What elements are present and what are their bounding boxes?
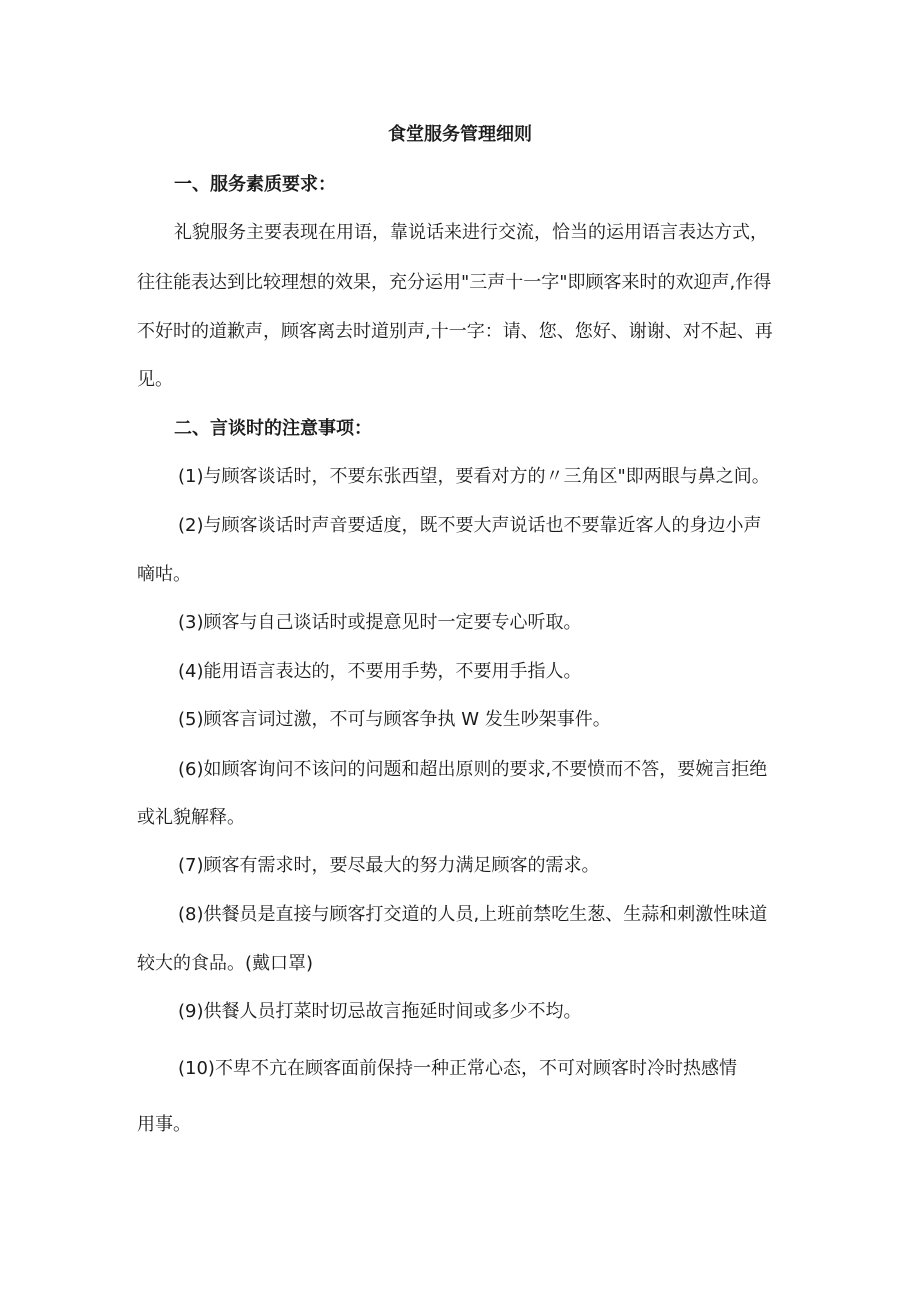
paragraph-line: 往往能表达到比较理想的效果，充分运用"三声十一字"即顾客来时的欢迎声,作得 xyxy=(137,272,772,293)
paragraph-line: 不好时的道歉声，顾客离去时道别声,十一字：请、您、您好、谢谢、对不起、再 xyxy=(137,321,773,342)
list-item: (2)与顾客谈话时声音要适度，既不要大声说话也不要靠近客人的身边小声 xyxy=(178,515,762,536)
document-title: 食堂服务管理细则 xyxy=(388,124,532,145)
list-item: (4)能用语言表达的，不要用手势，不要用手指人。 xyxy=(178,661,582,682)
list-item-continuation: 较大的食品。(戴口罩) xyxy=(137,953,314,974)
list-item: (9)供餐人员打菜时切忌故言拖延时间或多少不均。 xyxy=(178,1001,582,1022)
section-heading-1: 一、服务素质要求： xyxy=(174,174,336,195)
paragraph-line: 见。 xyxy=(137,369,173,390)
list-item-continuation: 嘀咕。 xyxy=(137,564,191,585)
list-item-continuation: 用事。 xyxy=(137,1114,191,1135)
list-item-continuation: 或礼貌解释。 xyxy=(137,807,245,828)
list-item: (10)不卑不亢在顾客面前保持一种正常心态，不可对顾客时冷时热感情 xyxy=(178,1058,737,1079)
list-item: (3)顾客与自己谈话时或提意见时一定要专心听取。 xyxy=(178,612,582,633)
section-heading-2: 二、言谈时的注意事项： xyxy=(174,418,372,439)
list-item: (8)供餐员是直接与顾客打交道的人员,上班前禁吃生葱、生蒜和刺激性味道 xyxy=(178,904,768,925)
list-item: (6)如顾客询问不该问的问题和超出原则的要求,不要愤而不答，要婉言拒绝 xyxy=(178,759,768,780)
paragraph-line: 礼貌服务主要表现在用语，靠说话来进行交流，恰当的运用语言表达方式， xyxy=(174,222,768,243)
list-item: (7)顾客有需求时，要尽最大的努力满足顾客的需求。 xyxy=(178,855,600,876)
list-item: (5)顾客言词过激，不可与顾客争执 W 发生吵架事件。 xyxy=(178,709,611,730)
list-item: (1)与顾客谈话时，不要东张西望，要看对方的〃三角区"即两眼与鼻之间。 xyxy=(178,466,770,487)
